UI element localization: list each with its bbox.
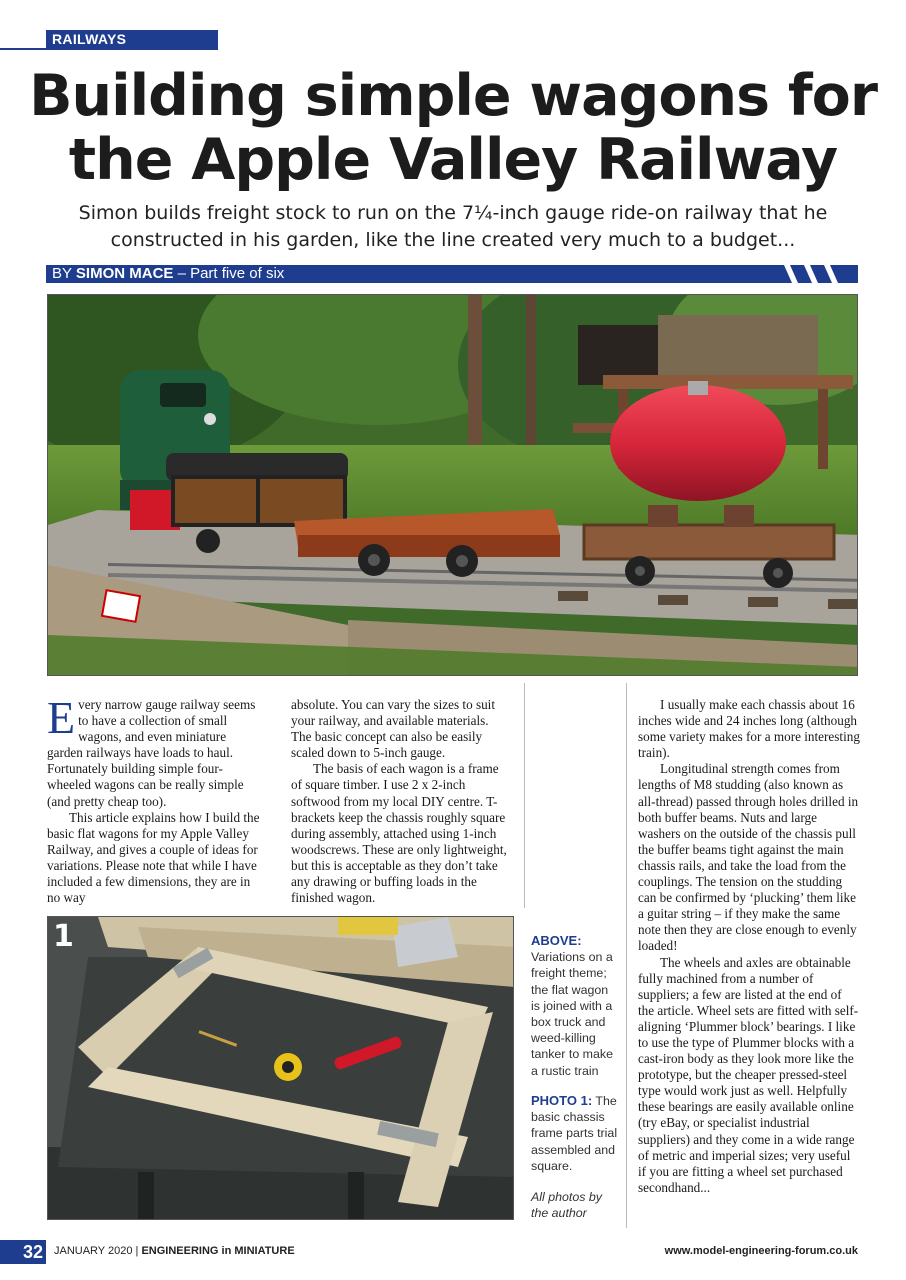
footer-date: JANUARY 2020	[54, 1245, 133, 1257]
caption-photo-1-text: The basic chassis frame parts trial assembled and square.	[531, 1094, 618, 1173]
photo-credit	[531, 1189, 619, 1221]
footer-website: www.model-engineering-forum.co.uk	[664, 1245, 858, 1257]
byline-prefix: BY	[52, 265, 76, 282]
caption-above-heading: ABOVE:	[531, 933, 582, 948]
article-column-3	[638, 697, 860, 1196]
hero-photo-illustration	[48, 295, 858, 676]
drop-cap: E	[47, 692, 76, 743]
decorative-slashes-icon	[778, 265, 858, 283]
standfirst-line-2: constructed in his garden, like the line created very much to a budget...	[110, 229, 796, 251]
standfirst	[60, 200, 846, 254]
column-divider-2	[626, 683, 627, 1228]
column-divider-1	[524, 683, 525, 908]
footer-magazine: ENGINEERING in MINIATURE	[141, 1245, 295, 1257]
column-3-paragraph-1: I usually make each chassis about 16 inches wide and 24 inches long (although some variety makes for a more interesting train).	[638, 697, 860, 761]
section-tag: RAILWAYS	[46, 30, 218, 48]
photo-1-illustration	[48, 917, 514, 1220]
headline-line-1: Building simple wagons for	[29, 63, 877, 129]
caption-photo-1	[531, 1093, 619, 1174]
standfirst-line-1: Simon builds freight stock to run on the 7¼-inch gauge ride-on railway that he	[78, 202, 828, 224]
caption-above	[531, 933, 619, 1079]
column-1-paragraph-2: This article explains how I build the basic flat wagons for my Apple Valley Railway, and gives a couple of ideas for variations. Please note that while I have included a few dimensions, they are in no way	[47, 809, 260, 906]
photo-1	[47, 916, 514, 1220]
footer-separator: |	[132, 1245, 142, 1257]
column-1-paragraph-1-text: very narrow gauge railway seems to have a collection of small wagons, and even miniature garden railways have loads to haul. Fortunately building simple four-wheeled wagons can be really simple (and pretty cheap too).	[47, 697, 256, 809]
section-rule	[0, 48, 218, 50]
hero-photo	[47, 294, 858, 676]
column-3-paragraph-3: The wheels and axles are obtainable fully machined from a number of suppliers; a few are listed at the end of the article. Wheel sets are fitted with self-aligning ‘Plummer block’ bearings. I like to use the type of Plummer blocks with a cast-iron body as they look more like the prototype, but the cheaper pressed-steel type would work just as well. Helpfully these bearings are easily available online (try eBay, or specialist industrial suppliers) and they come in a wide range of metric and imperial sizes; very useful if you are fitting a wheel set purchased secondhand...	[638, 954, 859, 1195]
caption-above-text: Variations on a freight theme; the flat wagon is joined with a box truck and weed-killing tanker to make a rustic train	[531, 950, 613, 1078]
byline-author: SIMON MACE	[75, 265, 174, 282]
footer-issue	[54, 1245, 295, 1257]
photo-credit-text: All photos by the author	[531, 1190, 602, 1221]
byline-bar	[46, 265, 858, 283]
photo-1-number: 1	[53, 919, 74, 954]
caption-photo-1-heading: PHOTO 1:	[531, 1093, 593, 1108]
column-3-paragraph-2: Longitudinal strength comes from lengths of M8 studding (also known as all-thread) passed through holes drilled in both buffer beams. Nuts and large washers on the outside of the chassis pull the buffer beams tight against the main chassis rails, and take the load from the couplings. The tension on the studding can be confirmed by ‘plucking’ them like a guitar string – if they make the same note then they are close enough to evenly loaded!	[638, 761, 859, 954]
column-2-paragraph-2: The basis of each wagon is a frame of square timber. I use 2 x 2-inch softwood from my local DIY centre. T-brackets keep the chassis roughly square during assembly, attached using 1-inch woodscrews. These are only lightweight, but this is acceptable as they don’t take any drawing or buffing loads in the finished wagon.	[291, 761, 507, 906]
article-column-2	[291, 697, 511, 906]
headline	[20, 64, 886, 192]
page-number: 32	[0, 1240, 46, 1264]
column-2-paragraph-1: absolute. You can vary the sizes to suit your railway, and available materials. The basic concept can also be easily scaled down to 5-inch gauge.	[291, 697, 496, 761]
headline-line-2: the Apple Valley Railway	[68, 127, 838, 193]
byline-suffix: – Part five of six	[173, 265, 285, 282]
article-column-1	[47, 692, 262, 906]
column-1-paragraph-1	[47, 692, 262, 810]
